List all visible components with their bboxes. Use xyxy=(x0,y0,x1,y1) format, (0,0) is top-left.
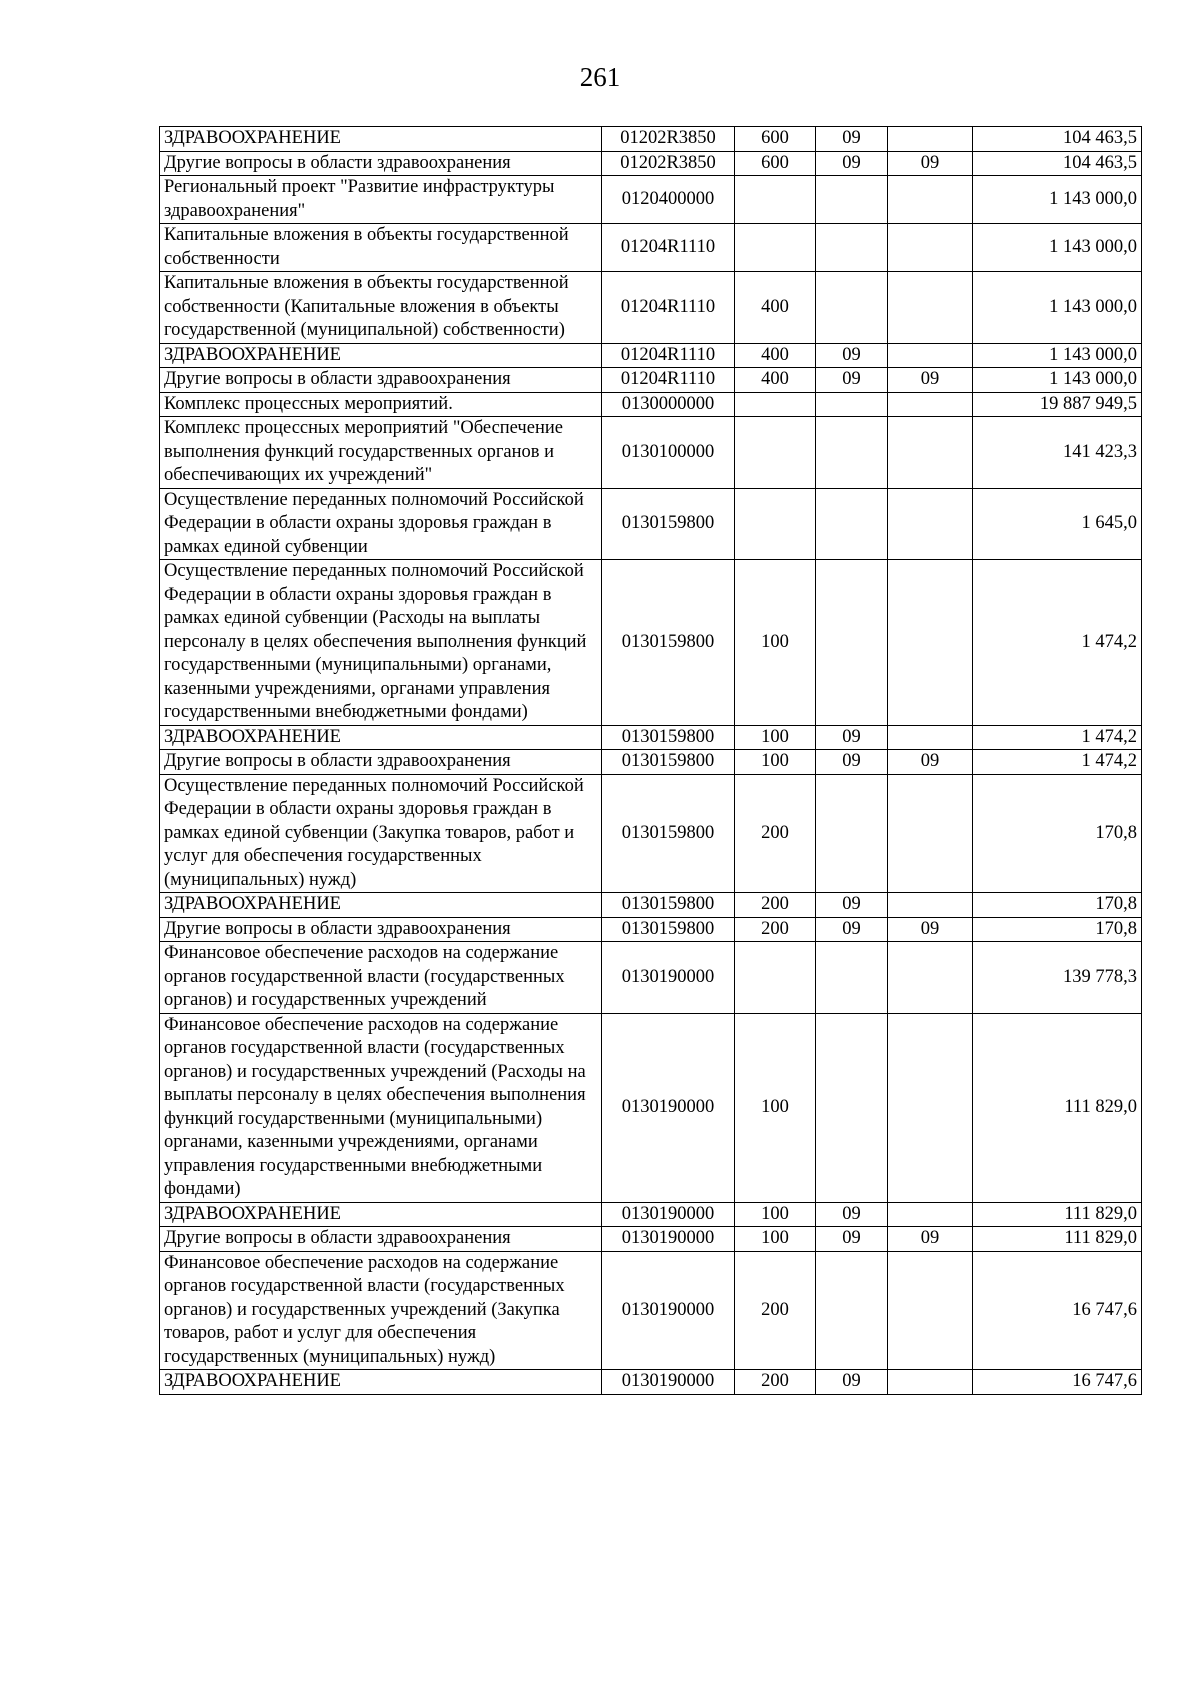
table-row xyxy=(160,151,1142,176)
row-name-cell: Капитальные вложения в объекты государственной собственности xyxy=(160,224,602,272)
amount-cell: 111 829,0 xyxy=(973,1202,1142,1227)
expense-type-cell: 200 xyxy=(735,1251,816,1370)
section-cell: 09 xyxy=(816,343,888,368)
expense-type-cell: 200 xyxy=(735,917,816,942)
subsection-cell: 09 xyxy=(888,151,973,176)
target-code-cell: 0130190000 xyxy=(602,1202,735,1227)
table-row xyxy=(160,417,1142,489)
amount-cell: 1 143 000,0 xyxy=(973,343,1142,368)
section-cell xyxy=(816,560,888,726)
amount-cell: 1 645,0 xyxy=(973,488,1142,560)
row-name-cell: ЗДРАВООХРАНЕНИЕ xyxy=(160,725,602,750)
subsection-cell xyxy=(888,942,973,1014)
table-row xyxy=(160,392,1142,417)
row-name-cell: ЗДРАВООХРАНЕНИЕ xyxy=(160,893,602,918)
amount-cell: 170,8 xyxy=(973,917,1142,942)
target-code-cell: 0130159800 xyxy=(602,488,735,560)
expense-type-cell: 600 xyxy=(735,151,816,176)
table-row xyxy=(160,1370,1142,1395)
table-row xyxy=(160,560,1142,726)
table-row xyxy=(160,917,1142,942)
target-code-cell: 0120400000 xyxy=(602,176,735,224)
table-row xyxy=(160,127,1142,152)
section-cell xyxy=(816,942,888,1014)
section-cell: 09 xyxy=(816,1202,888,1227)
subsection-cell: 09 xyxy=(888,1227,973,1252)
row-name-cell: ЗДРАВООХРАНЕНИЕ xyxy=(160,343,602,368)
table-row xyxy=(160,942,1142,1014)
expense-type-cell xyxy=(735,942,816,1014)
section-cell: 09 xyxy=(816,1227,888,1252)
subsection-cell xyxy=(888,224,973,272)
target-code-cell: 01204R1110 xyxy=(602,272,735,344)
target-code-cell: 0130100000 xyxy=(602,417,735,489)
table-row xyxy=(160,272,1142,344)
row-name-cell: Осуществление переданных полномочий Российской Федерации в области охраны здоровья граждан в рамках единой субвенции (Расходы на выплаты персоналу в целях обеспечения выполнения функций государственными (муниципальными) органами, казенными учреждениями, органами управления государственными внебюджетными фондами) xyxy=(160,560,602,726)
amount-cell: 104 463,5 xyxy=(973,151,1142,176)
amount-cell: 1 143 000,0 xyxy=(973,224,1142,272)
amount-cell: 170,8 xyxy=(973,893,1142,918)
table-row xyxy=(160,1202,1142,1227)
target-code-cell: 0130190000 xyxy=(602,942,735,1014)
amount-cell: 1 143 000,0 xyxy=(973,176,1142,224)
expense-type-cell xyxy=(735,176,816,224)
row-name-cell: Другие вопросы в области здравоохранения xyxy=(160,1227,602,1252)
target-code-cell: 0130190000 xyxy=(602,1227,735,1252)
amount-cell: 111 829,0 xyxy=(973,1227,1142,1252)
subsection-cell xyxy=(888,893,973,918)
row-name-cell: Комплекс процессных мероприятий. xyxy=(160,392,602,417)
table-row xyxy=(160,488,1142,560)
amount-cell: 16 747,6 xyxy=(973,1370,1142,1395)
target-code-cell: 0130190000 xyxy=(602,1013,735,1202)
row-name-cell: Другие вопросы в области здравоохранения xyxy=(160,750,602,775)
row-name-cell: Капитальные вложения в объекты государственной собственности (Капитальные вложения в объекты государственной (муниципальной) собственности) xyxy=(160,272,602,344)
subsection-cell: 09 xyxy=(888,750,973,775)
expense-type-cell xyxy=(735,417,816,489)
subsection-cell xyxy=(888,488,973,560)
table-row xyxy=(160,1227,1142,1252)
table-row xyxy=(160,750,1142,775)
section-cell xyxy=(816,774,888,893)
target-code-cell: 01202R3850 xyxy=(602,127,735,152)
row-name-cell: Финансовое обеспечение расходов на содержание органов государственной власти (государственных органов) и государственных учреждений (Закупка товаров, работ и услуг для обеспечения государственных (муниципальных) нужд) xyxy=(160,1251,602,1370)
expense-type-cell xyxy=(735,392,816,417)
section-cell: 09 xyxy=(816,151,888,176)
row-name-cell: Осуществление переданных полномочий Российской Федерации в области охраны здоровья граждан в рамках единой субвенции (Закупка товаров, работ и услуг для обеспечения государственных (муниципальных) нужд) xyxy=(160,774,602,893)
expense-type-cell: 400 xyxy=(735,368,816,393)
table-row xyxy=(160,1013,1142,1202)
amount-cell: 16 747,6 xyxy=(973,1251,1142,1370)
subsection-cell xyxy=(888,176,973,224)
expense-type-cell: 600 xyxy=(735,127,816,152)
table-row xyxy=(160,725,1142,750)
table-row xyxy=(160,343,1142,368)
subsection-cell xyxy=(888,1013,973,1202)
expense-type-cell: 200 xyxy=(735,893,816,918)
amount-cell: 1 474,2 xyxy=(973,725,1142,750)
expense-type-cell: 100 xyxy=(735,560,816,726)
amount-cell: 1 143 000,0 xyxy=(973,272,1142,344)
table-row xyxy=(160,774,1142,893)
subsection-cell: 09 xyxy=(888,917,973,942)
expense-type-cell: 200 xyxy=(735,774,816,893)
section-cell xyxy=(816,176,888,224)
row-name-cell: Другие вопросы в области здравоохранения xyxy=(160,917,602,942)
budget-table xyxy=(159,126,1142,1395)
target-code-cell: 0130159800 xyxy=(602,917,735,942)
amount-cell: 1 474,2 xyxy=(973,750,1142,775)
section-cell: 09 xyxy=(816,127,888,152)
row-name-cell: Другие вопросы в области здравоохранения xyxy=(160,368,602,393)
subsection-cell: 09 xyxy=(888,368,973,393)
expense-type-cell xyxy=(735,488,816,560)
expense-type-cell: 100 xyxy=(735,1227,816,1252)
target-code-cell: 0130159800 xyxy=(602,750,735,775)
amount-cell: 170,8 xyxy=(973,774,1142,893)
section-cell: 09 xyxy=(816,917,888,942)
amount-cell: 139 778,3 xyxy=(973,942,1142,1014)
row-name-cell: ЗДРАВООХРАНЕНИЕ xyxy=(160,127,602,152)
target-code-cell: 01204R1110 xyxy=(602,343,735,368)
row-name-cell: ЗДРАВООХРАНЕНИЕ xyxy=(160,1202,602,1227)
amount-cell: 111 829,0 xyxy=(973,1013,1142,1202)
table-row xyxy=(160,176,1142,224)
table-row xyxy=(160,1251,1142,1370)
target-code-cell: 01202R3850 xyxy=(602,151,735,176)
page-number: 261 xyxy=(579,62,621,92)
section-cell xyxy=(816,1251,888,1370)
row-name-cell: Финансовое обеспечение расходов на содержание органов государственной власти (государственных органов) и государственных учреждений xyxy=(160,942,602,1014)
subsection-cell xyxy=(888,774,973,893)
section-cell: 09 xyxy=(816,725,888,750)
expense-type-cell: 100 xyxy=(735,750,816,775)
section-cell: 09 xyxy=(816,1370,888,1395)
target-code-cell: 0130159800 xyxy=(602,774,735,893)
section-cell xyxy=(816,272,888,344)
subsection-cell xyxy=(888,1370,973,1395)
amount-cell: 19 887 949,5 xyxy=(973,392,1142,417)
table-row xyxy=(160,224,1142,272)
section-cell: 09 xyxy=(816,750,888,775)
subsection-cell xyxy=(888,343,973,368)
subsection-cell xyxy=(888,272,973,344)
section-cell xyxy=(816,1013,888,1202)
table-row xyxy=(160,893,1142,918)
table-row xyxy=(160,368,1142,393)
amount-cell: 1 143 000,0 xyxy=(973,368,1142,393)
expense-type-cell: 400 xyxy=(735,343,816,368)
expense-type-cell: 200 xyxy=(735,1370,816,1395)
target-code-cell: 0130190000 xyxy=(602,1370,735,1395)
target-code-cell: 0130159800 xyxy=(602,893,735,918)
row-name-cell: Другие вопросы в области здравоохранения xyxy=(160,151,602,176)
target-code-cell: 01204R1110 xyxy=(602,224,735,272)
subsection-cell xyxy=(888,417,973,489)
expense-type-cell: 100 xyxy=(735,1013,816,1202)
subsection-cell xyxy=(888,1202,973,1227)
amount-cell: 104 463,5 xyxy=(973,127,1142,152)
subsection-cell xyxy=(888,725,973,750)
expense-type-cell: 400 xyxy=(735,272,816,344)
section-cell xyxy=(816,224,888,272)
target-code-cell: 0130000000 xyxy=(602,392,735,417)
section-cell xyxy=(816,488,888,560)
expense-type-cell xyxy=(735,224,816,272)
section-cell xyxy=(816,417,888,489)
target-code-cell: 01204R1110 xyxy=(602,368,735,393)
subsection-cell xyxy=(888,1251,973,1370)
subsection-cell xyxy=(888,127,973,152)
expense-type-cell: 100 xyxy=(735,725,816,750)
subsection-cell xyxy=(888,392,973,417)
expense-type-cell: 100 xyxy=(735,1202,816,1227)
row-name-cell: Комплекс процессных мероприятий "Обеспечение выполнения функций государственных органов и обеспечивающих их учреждений" xyxy=(160,417,602,489)
row-name-cell: Региональный проект "Развитие инфраструктуры здравоохранения" xyxy=(160,176,602,224)
section-cell: 09 xyxy=(816,368,888,393)
section-cell: 09 xyxy=(816,893,888,918)
amount-cell: 141 423,3 xyxy=(973,417,1142,489)
target-code-cell: 0130159800 xyxy=(602,725,735,750)
row-name-cell: Осуществление переданных полномочий Российской Федерации в области охраны здоровья граждан в рамках единой субвенции xyxy=(160,488,602,560)
row-name-cell: Финансовое обеспечение расходов на содержание органов государственной власти (государственных органов) и государственных учреждений (Расходы на выплаты персоналу в целях обеспечения выполнения функций государственными (муниципальными) органами, казенными учреждениями, органами управления государственными внебюджетными фондами) xyxy=(160,1013,602,1202)
row-name-cell: ЗДРАВООХРАНЕНИЕ xyxy=(160,1370,602,1395)
section-cell xyxy=(816,392,888,417)
amount-cell: 1 474,2 xyxy=(973,560,1142,726)
target-code-cell: 0130159800 xyxy=(602,560,735,726)
subsection-cell xyxy=(888,560,973,726)
target-code-cell: 0130190000 xyxy=(602,1251,735,1370)
